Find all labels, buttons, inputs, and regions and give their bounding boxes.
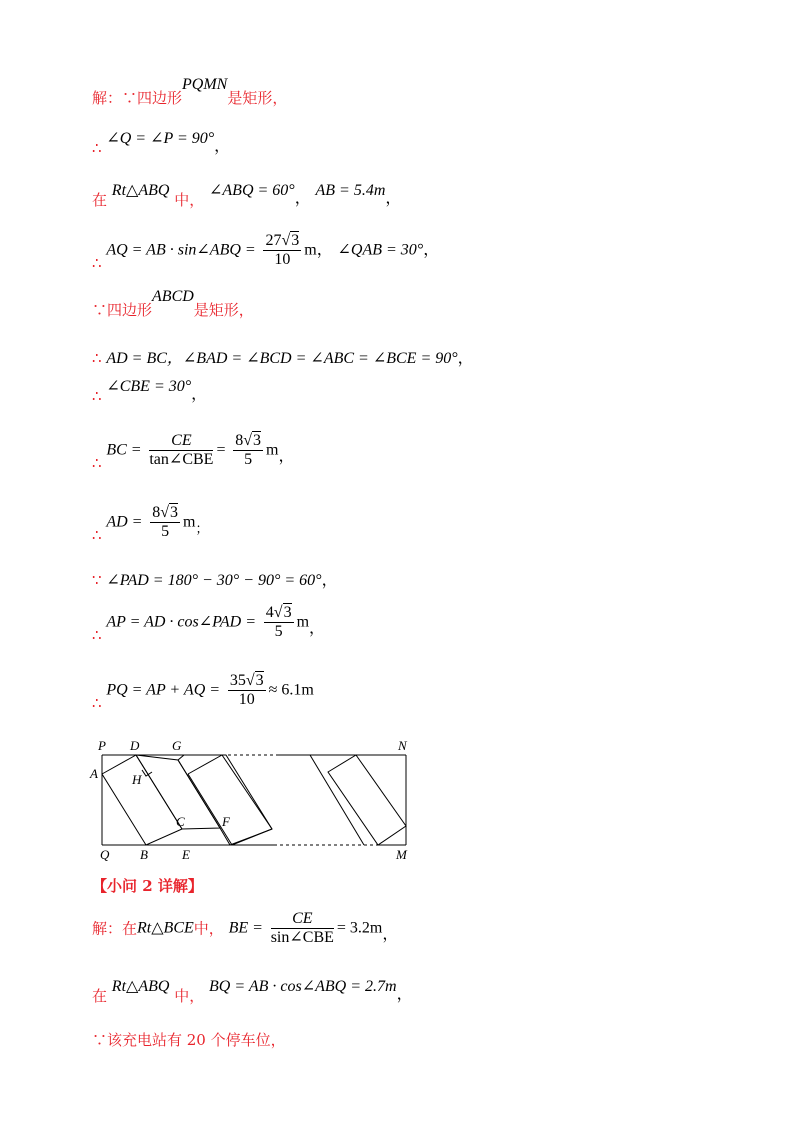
label-B: B [140, 847, 148, 862]
math: ABCD [152, 288, 194, 305]
num: 8 [152, 504, 161, 521]
punct: ， [382, 925, 399, 943]
den: 5 [244, 451, 253, 468]
text: 在 [92, 987, 108, 1005]
punct: ； [195, 520, 209, 536]
therefore-mark: ∴ [92, 253, 102, 272]
math: ≈ 6.1m [268, 681, 314, 699]
fraction [271, 910, 334, 947]
solution-line-13 [92, 910, 398, 947]
stall-right-line-1 [310, 755, 364, 845]
punct: ， [385, 190, 402, 207]
punct: ， [396, 986, 413, 1003]
num: CE [149, 432, 213, 451]
text: 中， [174, 987, 205, 1005]
therefore-mark: ∴ [92, 387, 102, 405]
therefore-mark: ∴ [92, 693, 102, 712]
num: 27 [265, 232, 282, 249]
math: PQ = AP + AQ = [106, 681, 221, 699]
punct: ， [321, 572, 338, 589]
label-N: N [398, 738, 407, 753]
punct: ， [294, 190, 311, 207]
math: AP = AD · cos∠PAD = [106, 613, 256, 631]
stall-1 [102, 755, 182, 845]
unit: m [266, 441, 279, 459]
solution-line-9 [92, 504, 209, 544]
punct: ， [423, 241, 440, 259]
stall-3-top [188, 755, 222, 774]
label-H: H [132, 772, 142, 787]
math: = 3.2m [336, 919, 383, 937]
solution-line-1 [92, 76, 288, 109]
section-2-title: 【小问 2 详解】 [92, 877, 203, 895]
label-F: F [222, 814, 230, 829]
math: BE = [228, 919, 263, 937]
therefore-mark: ∴ [92, 525, 102, 544]
solution-line-15: ∵该充电站有 20 个停车位， [92, 1031, 286, 1049]
solution-line-3 [92, 180, 402, 209]
math: AD = BC，∠BAD = ∠BCD = ∠ABC = ∠BCE = 90° [106, 350, 458, 367]
solution-line-4 [92, 232, 440, 272]
solution-line-7 [92, 376, 208, 405]
solution-line-5 [92, 288, 254, 321]
math: ∠PAD = 180° − 30° − 90° = 60° [106, 572, 322, 589]
math: AB = 5.4m [315, 182, 386, 199]
num: 35 [229, 672, 246, 689]
solution-line-10 [92, 570, 338, 591]
stall-right [328, 755, 406, 845]
rad: 3 [253, 432, 262, 449]
den: 5 [274, 623, 283, 640]
therefore-mark: ∴ [92, 625, 102, 644]
math: ∠CBE = 30° [106, 378, 192, 395]
label-E: E [182, 847, 190, 862]
label-A: A [90, 766, 98, 781]
num: 4 [265, 604, 274, 621]
text: 解：∵四边形 [92, 89, 183, 107]
punct: ， [214, 138, 231, 155]
math: Rt△BCE [137, 919, 194, 937]
den: 10 [274, 251, 291, 268]
fraction: $\frac{27√3}{10}$ [265, 232, 300, 268]
solution-line-14 [92, 976, 413, 1005]
text: 解：在 [92, 919, 138, 938]
text: 中， [174, 191, 205, 209]
math: Rt△ABQ [111, 182, 170, 199]
den: 10 [238, 691, 255, 708]
text: 是矩形， [193, 301, 254, 319]
text: 是矩形， [227, 89, 288, 107]
math: ∠QAB = 30° [337, 241, 424, 259]
punct: ， [309, 619, 326, 637]
rad: 3 [255, 672, 264, 689]
eq: = [216, 441, 226, 459]
math: ∠Q = ∠P = 90° [106, 130, 215, 147]
label-M: M [396, 847, 407, 862]
math: PQMN [182, 76, 228, 93]
label-P: P [98, 738, 106, 753]
rad: 3 [170, 504, 179, 521]
solution-line-6 [92, 348, 474, 369]
label-C: C [176, 814, 185, 829]
unit: m [183, 513, 196, 531]
label-Q: Q [100, 847, 110, 862]
solution-line-2 [92, 128, 231, 157]
geometry-figure [88, 738, 418, 868]
label-D: D [130, 738, 140, 753]
punct: ， [316, 241, 333, 259]
solution-line-11 [92, 604, 326, 644]
math: BC = [106, 441, 142, 459]
because-mark: ∵ [92, 571, 102, 589]
math: Rt△ABQ [111, 978, 170, 995]
punct: ， [457, 350, 474, 367]
rad: 3 [291, 232, 300, 249]
text: ∵四边形 [92, 301, 153, 319]
num: CE [271, 910, 334, 929]
therefore-mark: ∴ [92, 139, 102, 157]
fraction: $\frac{8√3}{5}$ [152, 504, 179, 540]
solution-line-8 [92, 432, 295, 472]
solution-line-12 [92, 672, 314, 712]
fraction: $\frac{8√3}{5}$ [235, 432, 262, 468]
unit: m [304, 241, 317, 259]
rad: 3 [283, 604, 292, 621]
num: 8 [235, 432, 244, 449]
stall-3-left [188, 774, 232, 845]
fraction [149, 432, 213, 469]
label-G: G [172, 738, 182, 753]
den: sin∠CBE [270, 929, 334, 946]
punct: ， [191, 386, 208, 403]
math: BQ = AB · cos∠ABQ = 2.7m [209, 978, 397, 995]
math: AD = [106, 513, 143, 531]
therefore-mark: ∴ [92, 453, 102, 472]
den: 5 [161, 523, 170, 540]
stall-3-bottom [232, 829, 272, 845]
stall-3 [178, 755, 272, 845]
math: AQ = AB · sin∠ABQ = [106, 241, 256, 259]
fraction: $\frac{35√3}{10}$ [229, 672, 264, 708]
punct: ， [278, 447, 295, 465]
unit: m [296, 613, 310, 631]
den: tan∠CBE [149, 451, 214, 468]
fraction: $\frac{4√3}{5}$ [265, 604, 292, 640]
math: ∠ABQ = 60° [209, 182, 295, 199]
text: 中， [193, 919, 224, 938]
text: 在 [92, 191, 108, 209]
therefore-mark: ∴ [92, 349, 102, 367]
